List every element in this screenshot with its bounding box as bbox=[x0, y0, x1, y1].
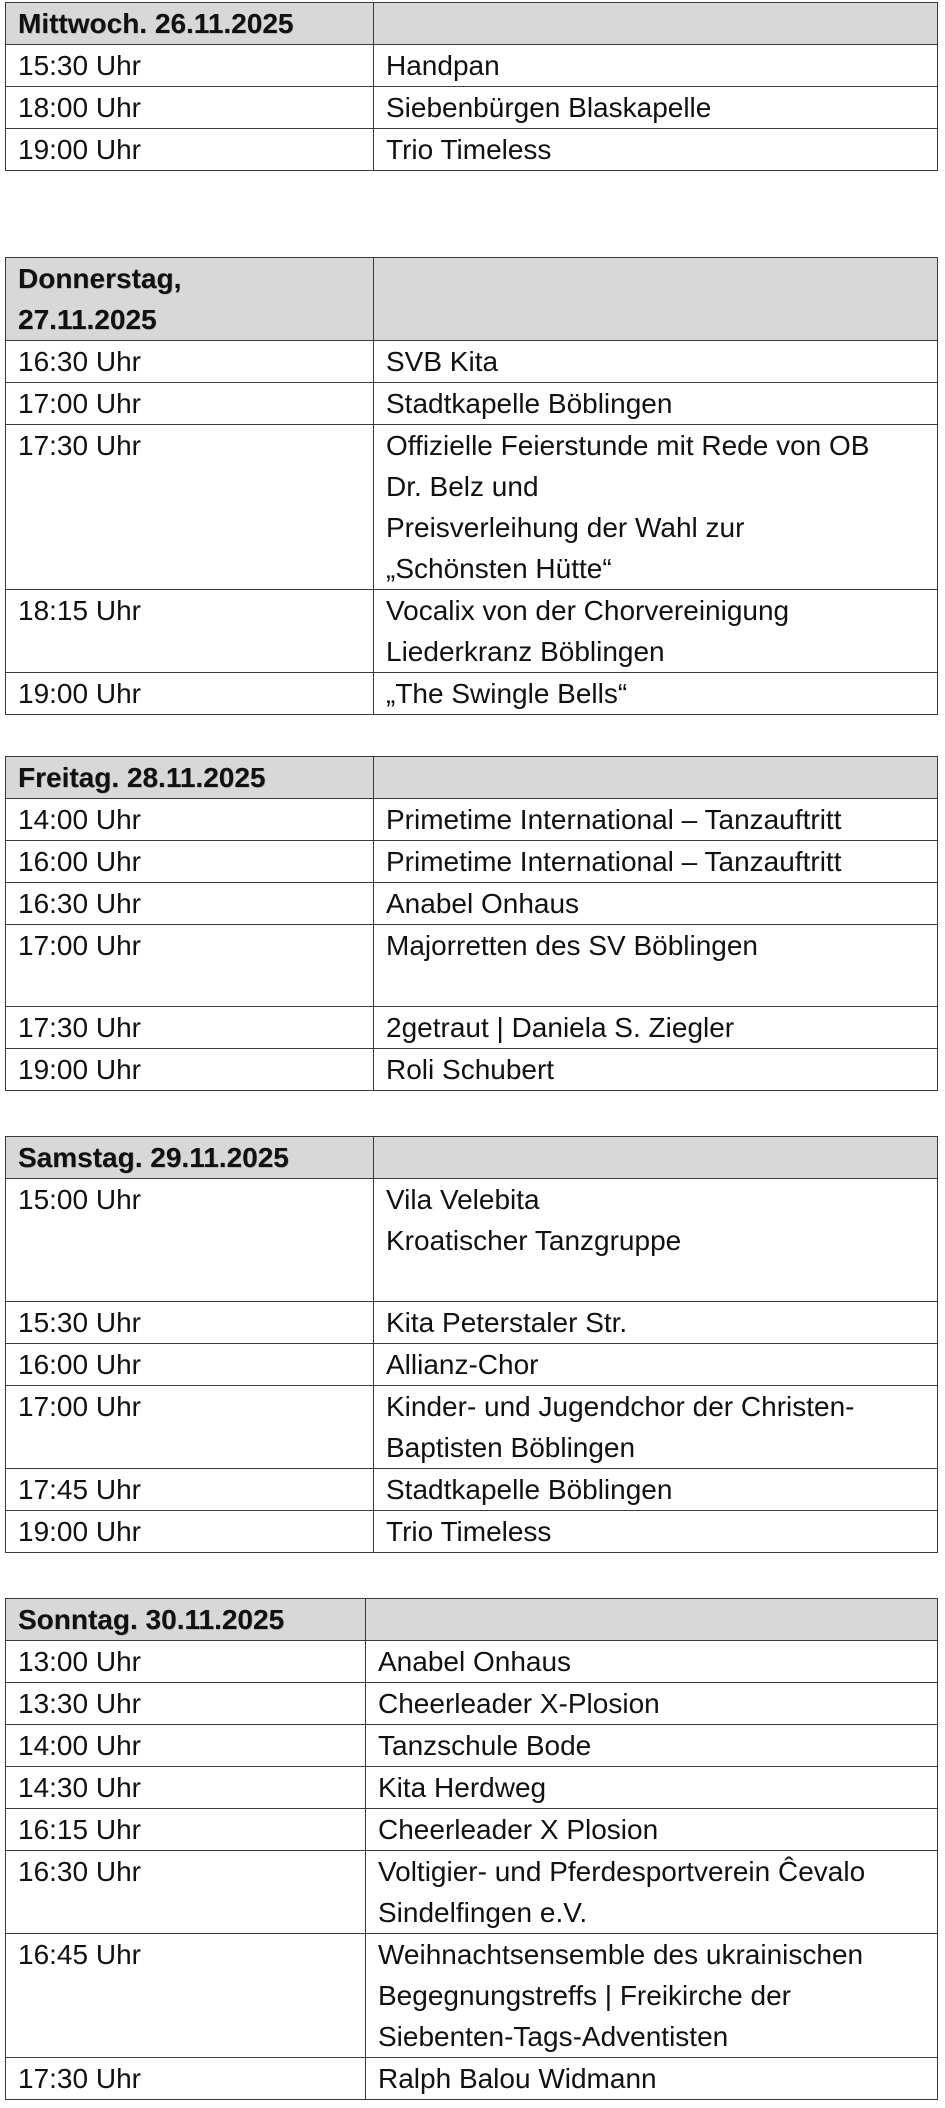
schedule-table-day-3 bbox=[5, 756, 938, 1091]
table-row bbox=[6, 2058, 938, 2100]
event-cell: Ralph Balou Widmann bbox=[366, 2058, 938, 2100]
time-cell: 17:00 Uhr bbox=[6, 1386, 374, 1469]
day-header-empty bbox=[374, 1137, 938, 1179]
table-row bbox=[6, 383, 938, 425]
event-cell: 2getraut | Daniela S. Ziegler bbox=[374, 1007, 938, 1049]
time-cell: 17:45 Uhr bbox=[6, 1469, 374, 1511]
time-cell: 16:00 Uhr bbox=[6, 1344, 374, 1386]
schedule-table-day-2 bbox=[5, 257, 938, 715]
event-cell: Voltigier- und Pferdesportverein Ĉevalo Sindelfingen e.V. bbox=[366, 1851, 938, 1934]
time-cell: 16:45 Uhr bbox=[6, 1934, 366, 2058]
time-cell: 19:00 Uhr bbox=[6, 673, 374, 715]
event-cell: Vila Velebita Kroatischer Tanzgruppe bbox=[374, 1179, 938, 1302]
table-row bbox=[6, 1511, 938, 1553]
table-row bbox=[6, 1302, 938, 1344]
event-cell: Kinder- und Jugendchor der Christen- Baptisten Böblingen bbox=[374, 1386, 938, 1469]
table-row bbox=[6, 1179, 938, 1302]
time-cell: 19:00 Uhr bbox=[6, 1049, 374, 1091]
table-row bbox=[6, 87, 938, 129]
event-cell: Kita Peterstaler Str. bbox=[374, 1302, 938, 1344]
time-cell: 19:00 Uhr bbox=[6, 129, 374, 171]
time-cell: 15:30 Uhr bbox=[6, 1302, 374, 1344]
event-cell: Kita Herdweg bbox=[366, 1767, 938, 1809]
day-header-row bbox=[6, 1137, 938, 1179]
table-row bbox=[6, 425, 938, 590]
table-row bbox=[6, 590, 938, 673]
event-cell: Primetime International – Tanzauftritt bbox=[374, 799, 938, 841]
time-cell: 17:00 Uhr bbox=[6, 383, 374, 425]
schedule-table-day-1 bbox=[5, 2, 938, 171]
event-cell: Trio Timeless bbox=[374, 1511, 938, 1553]
table-row bbox=[6, 1934, 938, 2058]
event-cell: Anabel Onhaus bbox=[366, 1641, 938, 1683]
table-row bbox=[6, 1049, 938, 1091]
time-cell: 17:30 Uhr bbox=[6, 1007, 374, 1049]
table-row bbox=[6, 1469, 938, 1511]
table-row bbox=[6, 1809, 938, 1851]
schedule-table-day-4 bbox=[5, 1136, 938, 1553]
event-cell: Trio Timeless bbox=[374, 129, 938, 171]
event-cell: Primetime International – Tanzauftritt bbox=[374, 841, 938, 883]
event-cell: Tanzschule Bode bbox=[366, 1725, 938, 1767]
table-row bbox=[6, 925, 938, 1007]
time-cell: 19:00 Uhr bbox=[6, 1511, 374, 1553]
event-cell: Allianz-Chor bbox=[374, 1344, 938, 1386]
table-row bbox=[6, 673, 938, 715]
table-row bbox=[6, 1344, 938, 1386]
time-cell: 15:00 Uhr bbox=[6, 1179, 374, 1302]
schedule-table-day-5 bbox=[5, 1598, 938, 2100]
day-header-empty bbox=[374, 757, 938, 799]
event-cell: „The Swingle Bells“ bbox=[374, 673, 938, 715]
table-row bbox=[6, 841, 938, 883]
table-row bbox=[6, 1767, 938, 1809]
event-cell: SVB Kita bbox=[374, 341, 938, 383]
table-row bbox=[6, 1007, 938, 1049]
day-header-empty bbox=[374, 258, 938, 341]
day-header-row bbox=[6, 757, 938, 799]
time-cell: 16:30 Uhr bbox=[6, 883, 374, 925]
day-header-date: Samstag. 29.11.2025 bbox=[6, 1137, 374, 1179]
event-cell: Cheerleader X-Plosion bbox=[366, 1683, 938, 1725]
event-cell: Siebenbürgen Blaskapelle bbox=[374, 87, 938, 129]
table-row bbox=[6, 341, 938, 383]
time-cell: 16:00 Uhr bbox=[6, 841, 374, 883]
table-row bbox=[6, 883, 938, 925]
event-cell: Stadtkapelle Böblingen bbox=[374, 1469, 938, 1511]
time-cell: 14:00 Uhr bbox=[6, 1725, 366, 1767]
event-cell: Weihnachtsensemble des ukrainischen Begegnungstreffs | Freikirche der Siebenten-Tags-Adventisten bbox=[366, 1934, 938, 2058]
day-header-row bbox=[6, 258, 938, 341]
day-header-date: Mittwoch. 26.11.2025 bbox=[6, 3, 374, 45]
day-header-empty bbox=[366, 1599, 938, 1641]
day-header-row bbox=[6, 3, 938, 45]
time-cell: 13:30 Uhr bbox=[6, 1683, 366, 1725]
time-cell: 18:00 Uhr bbox=[6, 87, 374, 129]
time-cell: 18:15 Uhr bbox=[6, 590, 374, 673]
table-row bbox=[6, 1386, 938, 1469]
table-row bbox=[6, 1851, 938, 1934]
event-cell: Roli Schubert bbox=[374, 1049, 938, 1091]
event-cell: Handpan bbox=[374, 45, 938, 87]
time-cell: 14:30 Uhr bbox=[6, 1767, 366, 1809]
time-cell: 17:30 Uhr bbox=[6, 2058, 366, 2100]
table-row bbox=[6, 45, 938, 87]
day-header-empty bbox=[374, 3, 938, 45]
event-cell: Cheerleader X Plosion bbox=[366, 1809, 938, 1851]
day-header-row bbox=[6, 1599, 938, 1641]
time-cell: 17:30 Uhr bbox=[6, 425, 374, 590]
time-cell: 16:30 Uhr bbox=[6, 1851, 366, 1934]
time-cell: 13:00 Uhr bbox=[6, 1641, 366, 1683]
table-row bbox=[6, 1725, 938, 1767]
time-cell: 15:30 Uhr bbox=[6, 45, 374, 87]
table-row bbox=[6, 799, 938, 841]
day-header-date: Freitag. 28.11.2025 bbox=[6, 757, 374, 799]
event-cell: Stadtkapelle Böblingen bbox=[374, 383, 938, 425]
event-cell: Anabel Onhaus bbox=[374, 883, 938, 925]
time-cell: 14:00 Uhr bbox=[6, 799, 374, 841]
table-row bbox=[6, 1683, 938, 1725]
table-row bbox=[6, 1641, 938, 1683]
time-cell: 16:15 Uhr bbox=[6, 1809, 366, 1851]
day-header-date: Donnerstag, 27.11.2025 bbox=[6, 258, 374, 341]
time-cell: 16:30 Uhr bbox=[6, 341, 374, 383]
event-cell: Vocalix von der Chorvereinigung Liederkranz Böblingen bbox=[374, 590, 938, 673]
time-cell: 17:00 Uhr bbox=[6, 925, 374, 1007]
event-cell: Majorretten des SV Böblingen bbox=[374, 925, 938, 1007]
event-cell: Offizielle Feierstunde mit Rede von OB Dr. Belz und Preisverleihung der Wahl zur „Schönsten Hütte“ bbox=[374, 425, 938, 590]
day-header-date: Sonntag. 30.11.2025 bbox=[6, 1599, 366, 1641]
table-row bbox=[6, 129, 938, 171]
